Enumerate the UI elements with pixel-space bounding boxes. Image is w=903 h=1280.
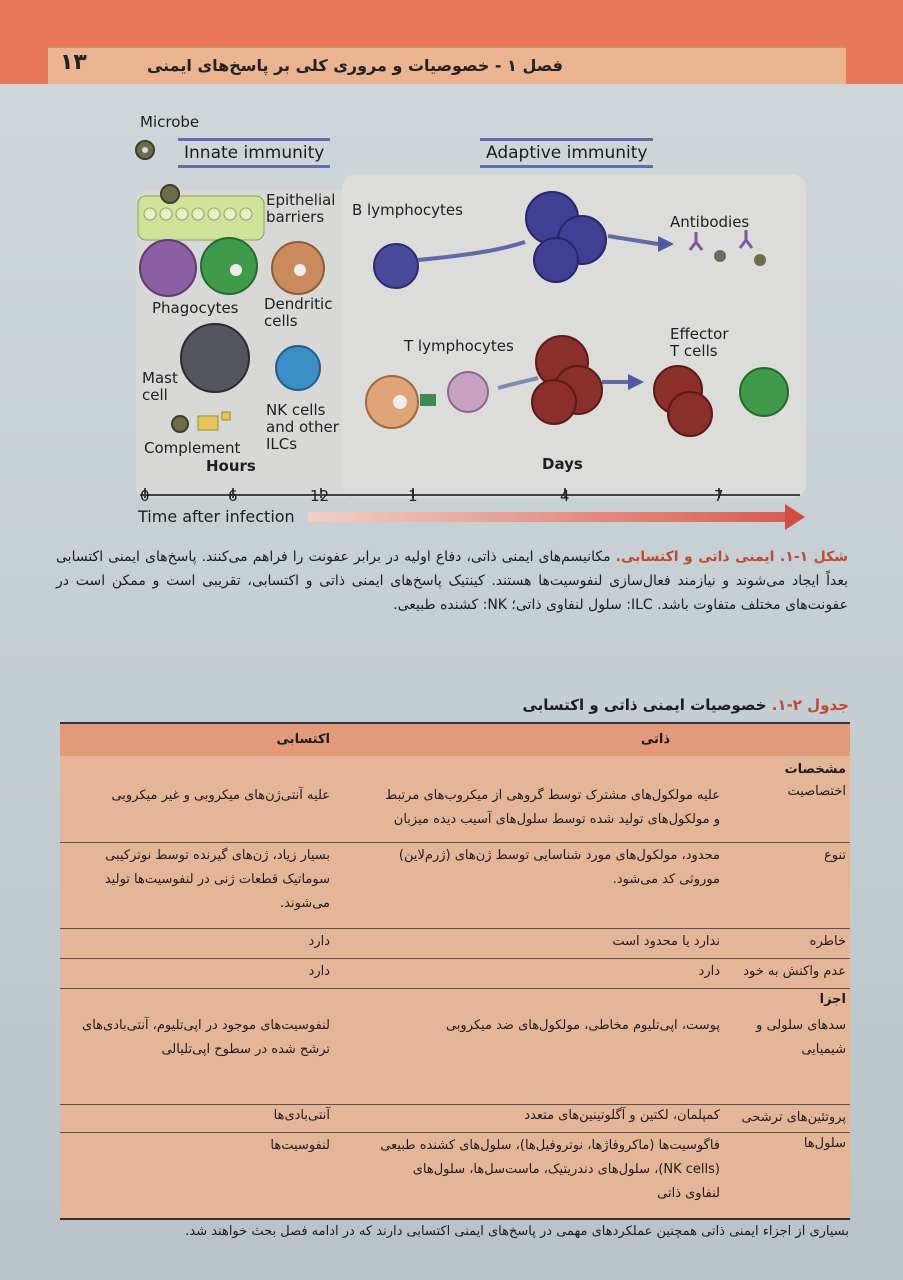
row-divider: [60, 928, 850, 929]
col-header-innate: ذاتی: [640, 732, 670, 747]
row-label: عدم واکنش به خود: [743, 964, 846, 979]
effector-label: Effector T cells: [670, 325, 729, 360]
row-adaptive: بسیار زیاد، ژن‌های گیرنده توسط نوترکیبی سوماتیک قطعات ژنی در لنفوسیت‌ها تولید می‌شوند.: [104, 848, 330, 911]
tick-label: 1: [408, 487, 418, 505]
page-number: ۱۳: [60, 50, 87, 75]
row-adaptive: لنفوسیت‌های موجود در اپی‌تلیوم، آنتی‌بادی‌های ترشح شده در سطوح اپی‌تلیالی: [82, 1018, 330, 1057]
tick-label: 6: [228, 487, 238, 505]
immunity-figure: [130, 110, 820, 530]
header-right-tab: [846, 0, 903, 84]
t-lymphocytes-label: T lymphocytes: [404, 337, 514, 355]
row-adaptive: علیه آنتی‌ژن‌های میکروبی و غیر میکروبی: [111, 788, 330, 803]
phagocytes-illustration: [140, 238, 257, 296]
row-innate: پوست، اپی‌تلیوم مخاطی، مولکول‌های ضد میکروبی: [445, 1018, 720, 1033]
row-innate: دارد: [698, 964, 720, 979]
nk-cell-illustration: [276, 346, 320, 390]
header-left-tab: [0, 0, 48, 84]
tick-label: 12: [310, 487, 330, 505]
row-label: تنوع: [823, 848, 846, 863]
tick-label: 7: [714, 487, 724, 505]
time-arrow-head: [785, 504, 805, 530]
time-after-infection-label: Time after infection: [138, 507, 295, 526]
row-divider: [60, 958, 850, 959]
time-axis: [140, 494, 800, 496]
days-label: Days: [542, 455, 583, 473]
row-innate: فاگوسیت‌ها (ماکروفاژها، نوتروفیل‌ها)، سلول‌های کشنده طبیعی (NK cells)، سلول‌های دندریتیک، ماست‌سل‌ها، سلول‌های لنفاوی ذاتی: [380, 1138, 720, 1201]
row-divider: [60, 842, 850, 843]
row-label: سلول‌ها: [803, 1136, 846, 1151]
innate-immunity-title: Innate immunity: [178, 138, 330, 168]
caption-body: مکانیسم‌های ایمنی ذاتی، دفاع اولیه در برابر عفونت را فراهم می‌کنند. پاسخ‌های ایمنی اکتسابی بعداً ایجاد می‌شوند و نیازمند فعال‌سازی لنفوسیت‌ها هستند. کینتیک پاسخ‌های ایمنی ذاتی و اکتسابی، تقریبی است و ممکن است در عفونت‌های مختلف متفاوت باشد. ILC: سلول لنفاوی ذاتی؛ NK: کشنده طبیعی.: [56, 549, 848, 613]
table-footnote: بسیاری از اجزاء ایمنی ذاتی همچنین عملکردهای مهمی در پاسخ‌های ایمنی اکتسابی دارند که در ادامه فصل بحث خواهند شد.: [185, 1224, 849, 1239]
figure-caption: [56, 545, 848, 617]
mast-cell-label: Mast cell: [142, 369, 178, 404]
row-innate: علیه مولکول‌های مشترک توسط گروهی از میکروب‌های مرتبط و مولکول‌های تولید شده توسط سلول‌های آسیب دیده میزبان: [385, 788, 720, 827]
mast-cell-illustration: [181, 324, 249, 392]
row-innate: محدود، مولکول‌های مورد شناسایی توسط ژن‌های (ژرم‌لاین) موروثی کد می‌شود.: [398, 848, 720, 887]
hours-label: Hours: [206, 457, 256, 475]
nk-cells-label: NK cells and other ILCs: [266, 401, 339, 453]
dendritic-cell-illustration: [272, 242, 324, 294]
phagocytes-label: Phagocytes: [152, 299, 239, 317]
table-title: [522, 696, 849, 714]
microbe-icon: [136, 141, 154, 159]
row-label: سدهای سلولی و شیمیایی: [756, 1018, 846, 1057]
row-label: اختصاصیت: [787, 784, 846, 799]
innate-adaptive-table: [60, 722, 850, 1220]
b-lymphocytes-label: B lymphocytes: [352, 201, 463, 219]
row-divider: [60, 988, 850, 989]
table-title-text: خصوصیات ایمنی ذاتی و اکتسابی: [522, 696, 772, 714]
complement-label: Complement: [144, 439, 241, 457]
antibodies-illustration: [690, 230, 766, 266]
row-adaptive: لنفوسیت‌ها: [270, 1138, 330, 1153]
row-label: خاطره: [809, 934, 846, 949]
row-adaptive: دارد: [308, 964, 330, 979]
table-number: جدول ۲-۱.: [771, 696, 849, 714]
epithelial-label: Epithelial barriers: [266, 191, 336, 226]
tick-label: 4: [560, 487, 570, 505]
epithelial-barrier-illustration: [138, 185, 264, 240]
section-components: اجزا: [819, 992, 846, 1007]
table-header: [60, 724, 850, 756]
row-innate: کمپلمان، لکتین و آگلوتینین‌های متعدد: [524, 1108, 720, 1123]
section-features: مشخصات: [784, 762, 846, 777]
antibodies-label: Antibodies: [670, 213, 750, 231]
adaptive-immunity-title: Adaptive immunity: [480, 138, 653, 168]
row-adaptive: دارد: [308, 934, 330, 949]
caption-title: شکل ۱-۱. ایمنی ذاتی و اکتسابی.: [615, 549, 848, 565]
top-band: [0, 0, 903, 46]
chapter-title: فصل ۱ - خصوصیات و مروری کلی بر پاسخ‌های ایمنی: [146, 56, 563, 75]
dendritic-label: Dendritic cells: [264, 295, 333, 330]
row-innate: ندارد یا محدود است: [612, 934, 720, 949]
col-header-adaptive: اکتسابی: [276, 732, 330, 747]
row-divider: [60, 1132, 850, 1133]
row-adaptive: آنتی‌بادی‌ها: [273, 1108, 330, 1123]
tick-label: 0: [140, 487, 150, 505]
microbe-label: Microbe: [140, 113, 200, 131]
time-arrow: [308, 512, 788, 522]
row-label: پروتئین‌های ترشحی: [741, 1110, 846, 1125]
complement-illustration: [172, 412, 230, 432]
